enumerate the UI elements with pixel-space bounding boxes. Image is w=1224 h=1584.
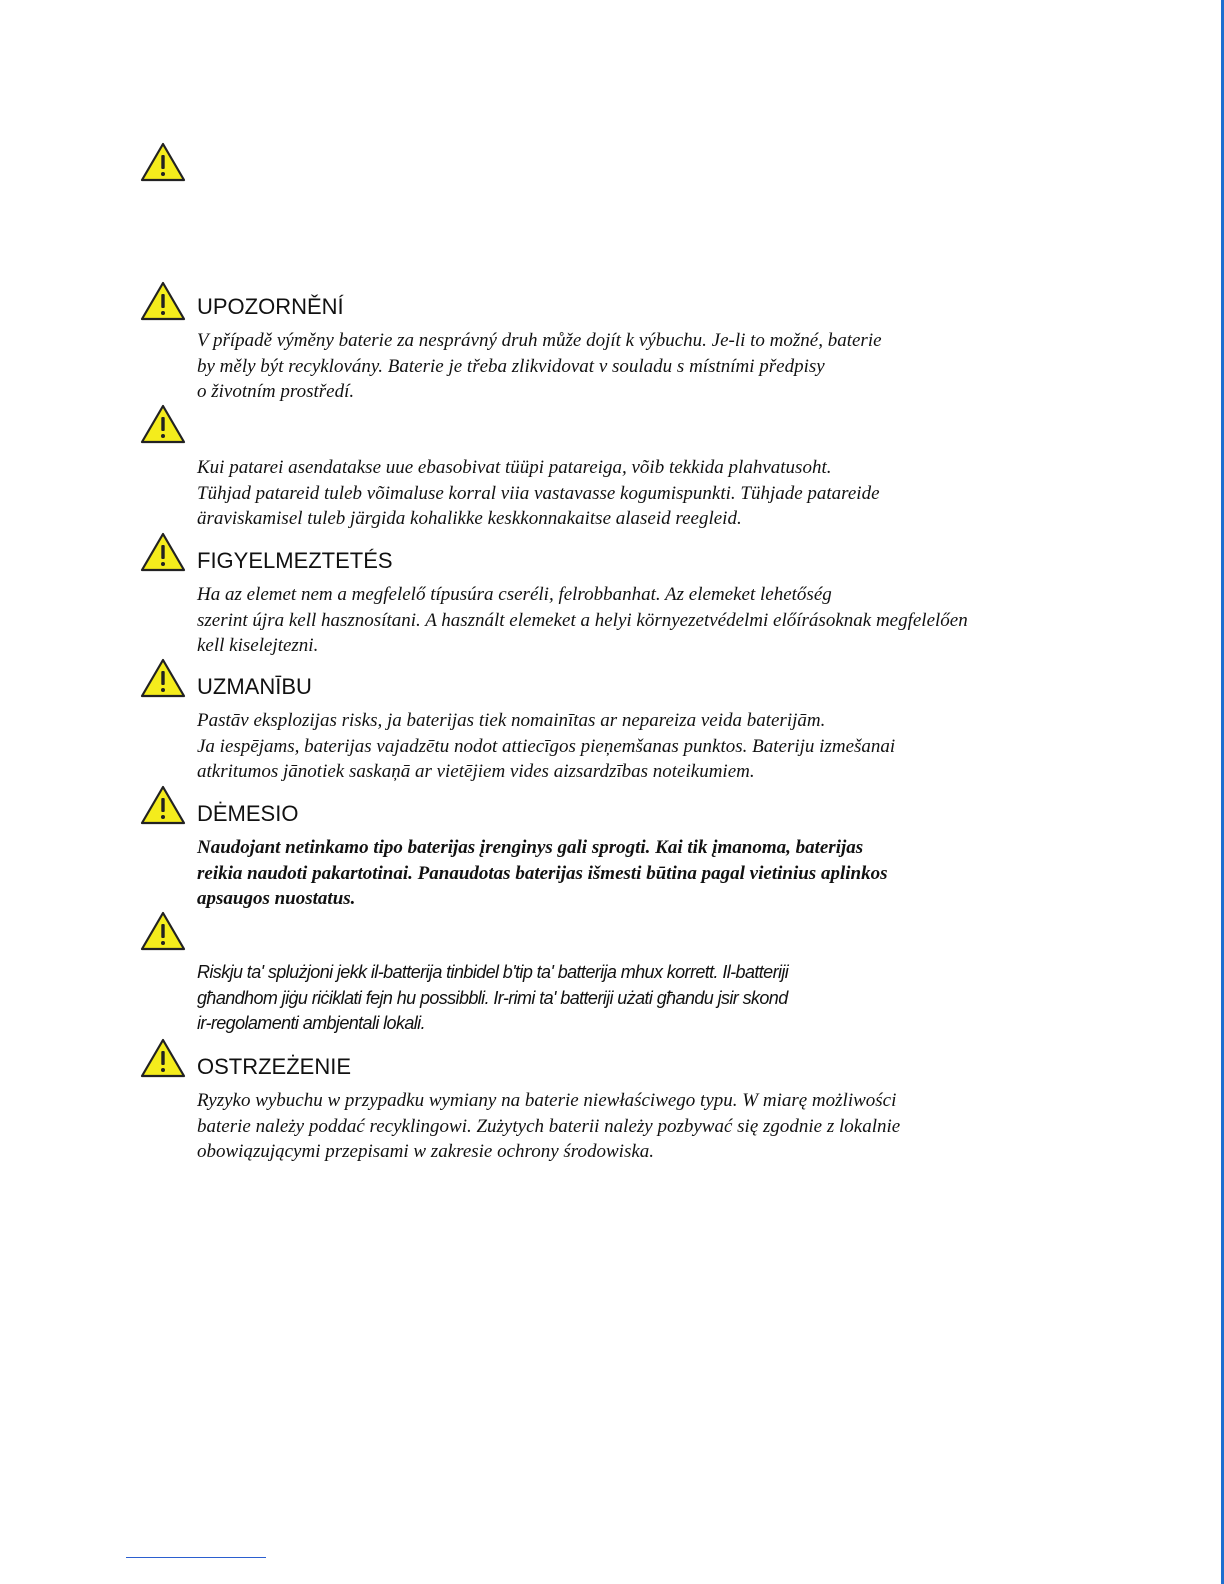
- warning-text-mt: [197, 960, 1077, 1037]
- text-line: Naudojant netinkamo tipo baterijas įrenginys gali sprogti. Kai tik įmanoma, baterijas: [197, 837, 864, 858]
- text-line: Ryzyko wybuchu w przypadku wymiany na baterie niewłaściwego typu. W miarę możliwości: [197, 1090, 897, 1111]
- heading-lv: UZMANĪBU: [197, 674, 312, 699]
- heading-hu: FIGYELMEZTETÉS: [197, 548, 393, 573]
- warning-triangle-icon: [140, 404, 186, 444]
- footer-rule: [126, 1557, 266, 1558]
- text-line: Riskju ta' splużjoni jekk il-batterija tinbidel b'tip ta' batterija mhux korrett. Il-batteriji: [197, 962, 789, 982]
- text-line: Tühjad patareid tuleb võimaluse korral viia vastavasse kogumispunkti. Tühjade patareide: [197, 482, 880, 504]
- warning-triangle-icon: [140, 785, 186, 825]
- text-line: szerint újra kell hasznosítani. A használt elemeket a helyi környezetvédelmi előírásoknak megfelelően: [197, 609, 968, 631]
- warning-triangle-icon: [140, 142, 186, 182]
- text-line: għandhom jiġu riċiklati fejn hu possibbli. Ir-rimi ta' batteriji użati għandu jsir skond: [197, 987, 788, 1008]
- warning-triangle-icon: [140, 281, 186, 321]
- text-line: ir-regolamenti ambjentali lokali.: [197, 1013, 425, 1033]
- text-line: by měly být recyklovány. Baterie je třeba zlikvidovat v souladu s místními předpisy: [197, 355, 825, 377]
- text-line: V případě výměny baterie za nesprávný druh může dojít k výbuchu. Je-li to možné, baterie: [197, 330, 882, 351]
- warning-text-lv: [197, 708, 1077, 785]
- warning-triangle-icon: [140, 658, 186, 698]
- text-line: atkritumos jānotiek saskaņā ar vietējiem vides aizsardzības noteikumiem.: [197, 761, 755, 782]
- warning-text-pl: [197, 1088, 1077, 1165]
- text-line: obowiązującymi przepisami w zakresie ochrony środowiska.: [197, 1141, 655, 1162]
- text-line: o životním prostředí.: [197, 381, 355, 402]
- warning-text-hu: [197, 582, 1077, 659]
- warning-triangle-icon: [140, 532, 186, 572]
- text-line: Pastāv eksplozijas risks, ja baterijas tiek nomainītas ar nepareiza veida baterijām.: [197, 710, 826, 731]
- text-line: reikia naudoti pakartotinai. Panaudotas baterijas išmesti būtina pagal vietinius aplinkos: [197, 862, 888, 884]
- heading-lt: DĖMESIO: [197, 801, 299, 826]
- warning-text-et: [197, 455, 1077, 532]
- text-line: Kui patarei asendatakse uue ebasobivat tüüpi patareiga, võib tekkida plahvatusoht.: [197, 457, 832, 478]
- warning-text-lt: [197, 835, 1077, 912]
- heading-pl: OSTRZEŻENIE: [197, 1054, 352, 1079]
- text-line: apsaugos nuostatus.: [197, 888, 356, 909]
- text-line: äraviskamisel tuleb järgida kohalikke keskkonnakaitse alaseid reegleid.: [197, 508, 742, 529]
- text-line: Ja iespējams, baterijas vajadzētu nodot attiecīgos pieņemšanas punktos. Bateriju izmešanai: [197, 735, 896, 757]
- text-line: kell kiselejtezni.: [197, 635, 319, 656]
- text-line: Ha az elemet nem a megfelelő típusúra cseréli, felrobbanhat. Az elemeket lehetőség: [197, 584, 832, 605]
- warning-triangle-icon: [140, 1038, 186, 1078]
- text-line: baterie należy poddać recyklingowi. Zużytych baterii należy pozbywać się zgodnie z lokalnie: [197, 1115, 901, 1137]
- warning-triangle-icon: [140, 911, 186, 951]
- heading-cs: UPOZORNĚNÍ: [197, 294, 344, 319]
- warning-text-cs: [197, 328, 1077, 405]
